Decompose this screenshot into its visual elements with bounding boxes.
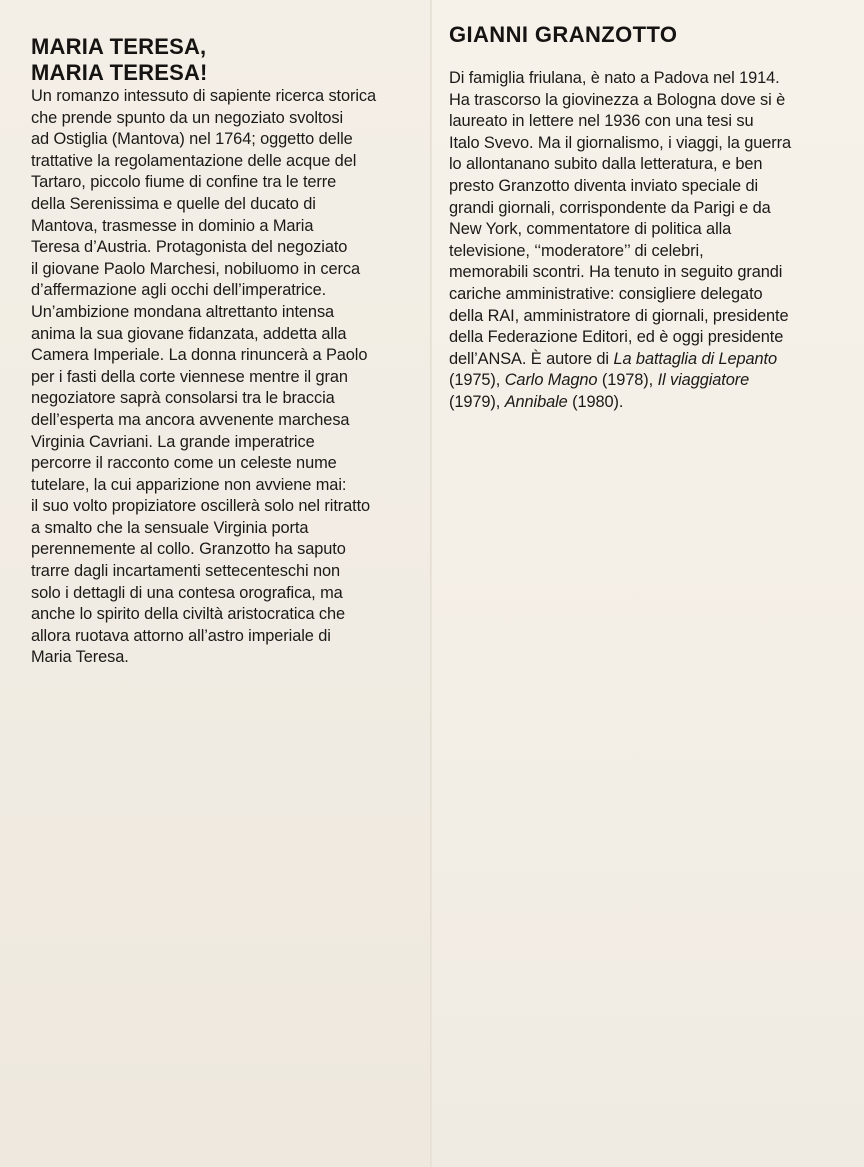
blurb-line: anche lo spirito della civiltà aristocratica che: [31, 605, 346, 624]
bio-text: (1979),: [449, 392, 505, 411]
author-bio-line: New York, commentatore di politica alla: [449, 220, 732, 239]
bio-text: (1975),: [449, 371, 505, 390]
blurb-line: negoziatore saprà consolarsi tra le braccia: [31, 389, 335, 408]
blurb-line: Teresa d’Austria. Protagonista del negoziato: [31, 238, 348, 257]
bio-text: (1978),: [597, 371, 658, 390]
blurb-line: a smalto che la sensuale Virginia porta: [31, 518, 309, 537]
author-bio-line: lo allontanano subito dalla letteratura, e ben: [449, 155, 763, 174]
blurb-line: della Serenissima e quelle del ducato di: [31, 194, 316, 213]
bio-text: dell’ANSA. È autore di: [449, 349, 614, 368]
work-title: La battaglia di Lepanto: [613, 349, 778, 368]
book-title: [31, 34, 416, 86]
blurb-line: trattative la regolamentazione delle acque del: [31, 151, 357, 170]
blurb-line: Camera Imperiale. La donna rinuncerà a Paolo: [31, 346, 368, 365]
blurb-line: solo i dettagli di una contesa orografica, ma: [31, 583, 343, 602]
blurb-line: dell’esperta ma ancora avvenente marchesa: [31, 410, 350, 429]
author-bio-line: Ha trascorso la giovinezza a Bologna dove si è: [449, 90, 786, 109]
blurb-line: Un romanzo intessuto di sapiente ricerca storica: [31, 87, 377, 105]
author-bio-line: memorabili scontri. Ha tenuto in seguito grandi: [449, 263, 783, 282]
blurb-line: ad Ostiglia (Mantova) nel 1764; oggetto delle: [31, 130, 353, 149]
blurb-line: Mantova, trasmesse in dominio a Maria: [31, 216, 314, 235]
blurb-line: trarre dagli incartamenti settecenteschi non: [31, 562, 341, 581]
book-title-line-2: MARIA TERESA!: [31, 60, 208, 85]
book-blurb: [31, 86, 416, 669]
blurb-line: Un’ambizione mondana altrettanto intensa: [31, 302, 335, 321]
author-name: GIANNI GRANZOTTO: [449, 22, 678, 47]
blurb-line: tutelare, la cui apparizione non avviene mai:: [31, 475, 347, 494]
author-bio-line: [449, 349, 839, 371]
blurb-line: d’affermazione agli occhi dell’imperatrice.: [31, 281, 327, 300]
bio-text: (1980).: [567, 392, 624, 411]
book-description-column: [31, 34, 416, 669]
blurb-line: il giovane Paolo Marchesi, nobiluomo in cerca: [31, 259, 360, 278]
author-bio-line: Di famiglia friulana, è nato a Padova nel 1914.: [449, 69, 780, 87]
author-bio-line: Italo Svevo. Ma il giornalismo, i viaggi, la guerra: [449, 133, 791, 152]
author-bio-column: [449, 22, 839, 414]
blurb-line: Maria Teresa.: [31, 648, 129, 667]
blurb-line: Virginia Cavriani. La grande imperatrice: [31, 432, 315, 451]
blurb-line: che prende spunto da un negoziato svoltosi: [31, 108, 344, 127]
work-title: Carlo Magno: [504, 371, 598, 390]
author-bio-line: presto Granzotto diventa inviato speciale di: [449, 176, 759, 195]
author-bio-line: della RAI, amministratore di giornali, presidente: [449, 306, 789, 325]
author-bio-line: [449, 392, 839, 414]
blurb-line: percorre il racconto come un celeste nume: [31, 454, 337, 473]
author-bio-line: laureato in lettere nel 1936 con una tesi su: [449, 112, 754, 131]
author-bio-lines: [449, 68, 839, 349]
author-bio-line: [449, 370, 839, 392]
book-title-line-1: MARIA TERESA,: [31, 34, 207, 59]
blurb-line: il suo volto propiziatore oscillerà solo nel ritratto: [31, 497, 371, 516]
fold-divider: [430, 0, 432, 1167]
author-bio: [449, 68, 839, 414]
blurb-line: allora ruotava attorno all’astro imperiale di: [31, 626, 331, 645]
blurb-line: Tartaro, piccolo fiume di confine tra le terre: [31, 173, 337, 192]
work-title: Annibale: [504, 392, 568, 411]
blurb-line: perennemente al collo. Granzotto ha saputo: [31, 540, 346, 559]
work-title: Il viaggiatore: [657, 371, 750, 390]
author-bio-line: televisione, ‘‘moderatore’’ di celebri,: [449, 241, 704, 260]
author-bio-line: della Federazione Editori, ed è oggi presidente: [449, 328, 784, 347]
blurb-line: anima la sua giovane fidanzata, addetta alla: [31, 324, 347, 343]
author-bio-line: grandi giornali, corrispondente da Parigi e da: [449, 198, 771, 217]
author-bio-line: cariche amministrative: consigliere delegato: [449, 284, 763, 303]
blurb-line: per i fasti della corte viennese mentre il gran: [31, 367, 348, 386]
